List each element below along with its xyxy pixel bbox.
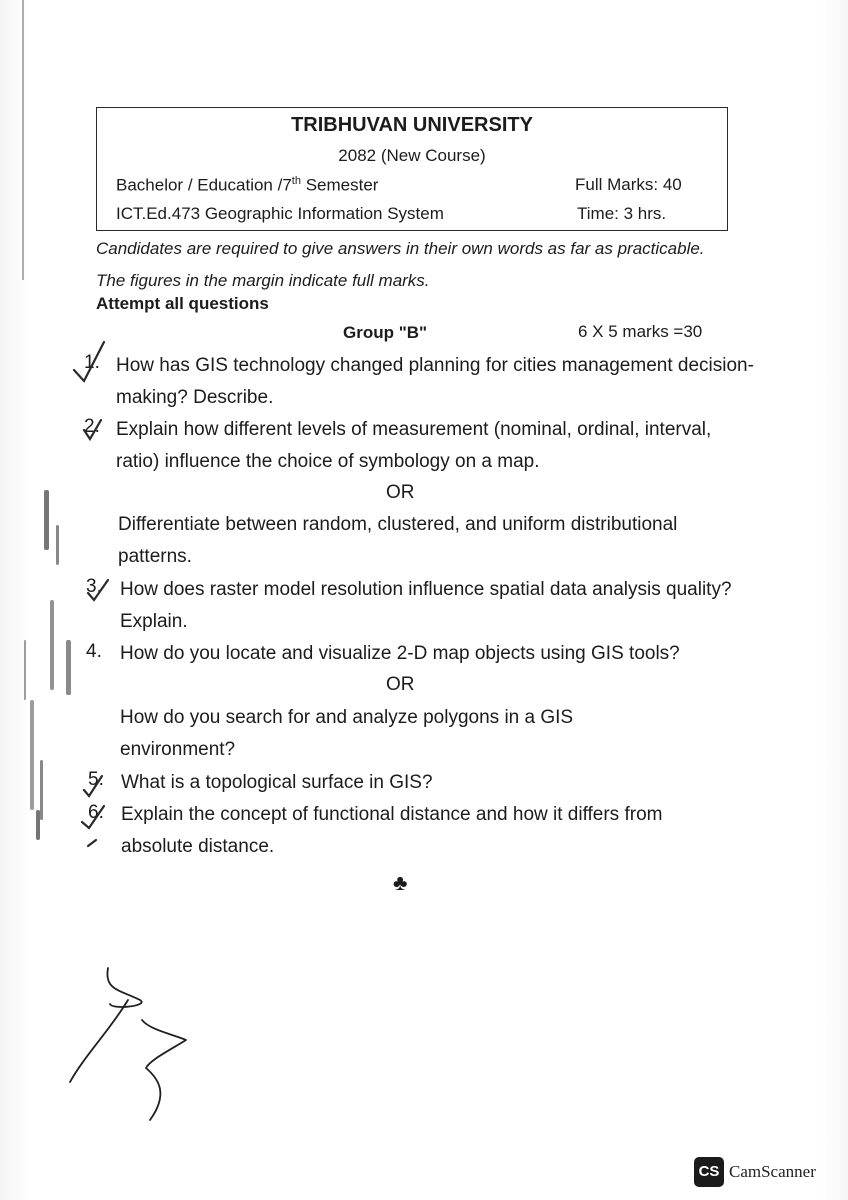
exam-year: 2082 (New Course) [338, 146, 486, 165]
scan-smudge-icon [24, 490, 71, 840]
question-number: 6. [88, 802, 104, 823]
question-text: How does raster model resolution influence spatial data analysis quality? Explain. [120, 579, 732, 632]
instructions: Candidates are required to give answers in their own words as far as practicable. The figures in the margin indicate full marks. [96, 239, 705, 290]
tick-mark-icon [74, 342, 104, 381]
or-label: OR [386, 674, 415, 695]
question-number: 2. [84, 416, 100, 437]
group-marks: 6 X 5 marks =30 [578, 322, 703, 341]
attempt-note: Attempt all questions [96, 294, 269, 313]
group-title: Group "B" [343, 323, 428, 342]
question-text: Explain how different levels of measurement (nominal, ordinal, interval, ratio) influence the choice of symbology on a map. [116, 419, 712, 472]
university-title: TRIBHUVAN UNIVERSITY [291, 114, 533, 136]
course-title: ICT.Ed.473 Geographic Information System [116, 204, 444, 223]
camscanner-logo-icon: CS [694, 1157, 724, 1187]
handwritten-mark-icon [70, 968, 186, 1120]
question-number: 1. [84, 352, 100, 373]
or-label: OR [386, 482, 415, 503]
question-text: How has GIS technology changed planning for cities management decision-making? Describe. [116, 355, 754, 408]
question-text: What is a topological surface in GIS? [121, 772, 433, 793]
full-marks: Full Marks: 40 [575, 175, 682, 194]
club-icon: ♣ [393, 870, 408, 895]
question-number: 5. [88, 769, 104, 790]
tick-mark-icon [84, 420, 101, 439]
question-alt-text: How do you search for and analyze polygons in a GIS environment? [120, 707, 574, 760]
question-number: 3. [86, 576, 102, 597]
tick-mark-icon [84, 776, 102, 796]
question-number: 4. [86, 641, 102, 662]
tick-mark-icon [88, 580, 108, 600]
camscanner-label: CamScanner [729, 1162, 816, 1181]
pen-stroke-icon [88, 840, 96, 846]
program-prefix: Bachelor / Education /7 [116, 175, 292, 195]
tick-mark-icon [82, 806, 104, 828]
question-text: Explain the concept of functional distance and how it differs from absolute distance. [121, 804, 663, 857]
question-text: How do you locate and visualize 2-D map objects using GIS tools? [120, 643, 680, 664]
exam-time: Time: 3 hrs. [577, 204, 667, 223]
program-suffix: Semester [300, 175, 379, 195]
program-sup: th [291, 175, 301, 187]
question-alt-text: Differentiate between random, clustered, and uniform distributional patterns. [118, 514, 678, 567]
